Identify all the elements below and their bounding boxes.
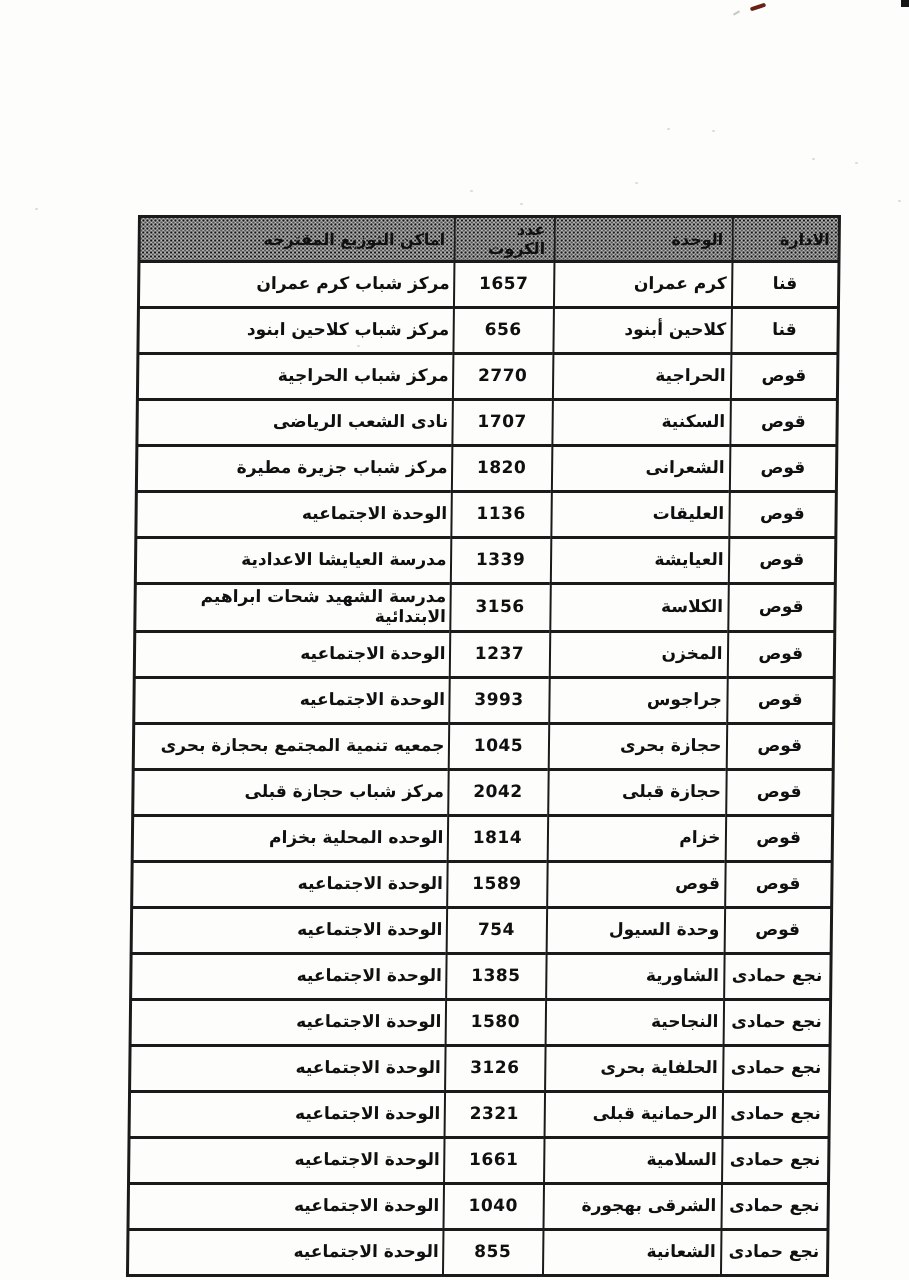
table-row — [134, 631, 835, 677]
header-count: عدد الكروت — [454, 217, 555, 262]
table-row — [129, 1137, 830, 1183]
cell-count: 1580 — [445, 999, 546, 1045]
cell-admin: قوص — [725, 815, 833, 861]
cell-places: مركز شباب حجازة قبلى — [133, 769, 449, 815]
cell-count: 1045 — [448, 723, 549, 769]
cell-places: مدرسة الشهيد شحات ابراهيم الابتدائية — [135, 584, 451, 632]
table-row — [128, 1183, 829, 1229]
cell-unit: الشاورية — [546, 953, 725, 999]
cell-admin: قوص — [729, 492, 837, 538]
cell-count: 3156 — [450, 584, 551, 632]
table-row — [135, 584, 836, 632]
cell-admin: قوص — [730, 354, 838, 400]
card-distribution-table — [126, 215, 838, 1277]
cell-places: الوحده المحلية بخزام — [132, 815, 448, 861]
cell-places: مركز شباب جزيرة مطيرة — [136, 446, 452, 492]
table-row — [136, 492, 837, 538]
table-row — [137, 354, 838, 400]
cell-places: الوحدة الاجتماعيه — [130, 999, 446, 1045]
cell-unit: الشعرانى — [551, 446, 730, 492]
cell-admin: قنا — [731, 262, 839, 308]
cell-unit: الحراجية — [552, 354, 731, 400]
scan-speck — [855, 162, 858, 164]
cell-count: 754 — [446, 907, 547, 953]
cell-places: الوحدة الاجتماعيه — [129, 1091, 445, 1137]
header-unit: الوحدة — [554, 217, 733, 262]
table-body — [127, 262, 839, 1276]
scan-speck — [35, 208, 38, 210]
scan-speck — [635, 182, 638, 184]
table-row — [130, 999, 831, 1045]
cell-admin: نجع حمادى — [721, 1183, 829, 1229]
table-row — [133, 723, 834, 769]
cell-admin: قوص — [729, 446, 837, 492]
data-table — [126, 215, 841, 1277]
cell-places: مركز شباب كلاحين ابنود — [138, 308, 454, 354]
table-row — [131, 907, 832, 953]
cell-count: 1661 — [444, 1137, 545, 1183]
cell-places: الوحدة الاجتماعيه — [128, 1183, 444, 1229]
cell-unit: حجازة قبلى — [548, 769, 727, 815]
cell-places: الوحدة الاجتماعيه — [136, 492, 452, 538]
cell-count: 2042 — [448, 769, 549, 815]
pen-mark-tail — [733, 10, 740, 15]
cell-places: مدرسة العيايشا الاعدادية — [135, 538, 451, 584]
cell-unit: السكنية — [552, 400, 731, 446]
cell-admin: قوص — [724, 907, 832, 953]
table-row — [132, 815, 833, 861]
cell-admin: نجع حمادى — [723, 1045, 831, 1091]
cell-unit: الكلاسة — [550, 584, 729, 632]
cell-admin: قوص — [726, 769, 834, 815]
cell-unit: العليقات — [551, 492, 730, 538]
cell-places: جمعيه تنمية المجتمع بحجازة بحرى — [133, 723, 449, 769]
cell-unit: الشرقى بهجورة — [543, 1183, 722, 1229]
cell-admin: نجع حمادى — [722, 1091, 830, 1137]
cell-admin: قوص — [726, 723, 834, 769]
table-row — [136, 446, 837, 492]
cell-admin: قوص — [730, 400, 838, 446]
cell-admin: نجع حمادى — [722, 1137, 830, 1183]
table-row — [138, 308, 839, 354]
table-row — [138, 262, 839, 308]
cell-places: مركز شباب الحراجية — [137, 354, 453, 400]
cell-count: 1814 — [447, 815, 548, 861]
scan-speck — [898, 200, 901, 202]
cell-places: مركز شباب كرم عمران — [138, 262, 454, 308]
cell-unit: العيايشة — [550, 538, 729, 584]
cell-count: 1237 — [449, 631, 550, 677]
cell-admin: نجع حمادى — [724, 953, 832, 999]
cell-unit: جراجوس — [549, 677, 728, 723]
cell-places: نادى الشعب الرياضى — [137, 400, 453, 446]
cell-unit: الحلفاية بحرى — [545, 1045, 724, 1091]
cell-admin: قنا — [731, 308, 839, 354]
table-row — [137, 400, 838, 446]
cell-places: الوحدة الاجتماعيه — [127, 1229, 443, 1275]
cell-count: 1339 — [450, 538, 551, 584]
table-row — [132, 861, 833, 907]
cell-count: 2770 — [452, 354, 553, 400]
cell-count: 1657 — [453, 262, 554, 308]
cell-admin: نجع حمادى — [720, 1229, 828, 1275]
cell-unit: كلاحين أبنود — [553, 308, 732, 354]
cell-count: 2321 — [444, 1091, 545, 1137]
cell-places: الوحدة الاجتماعيه — [131, 953, 447, 999]
cell-unit: السلامية — [544, 1137, 723, 1183]
cell-places: الوحدة الاجتماعيه — [132, 861, 448, 907]
cell-count: 3126 — [445, 1045, 546, 1091]
cell-unit: المخزن — [549, 631, 728, 677]
cell-unit: حجازة بحرى — [548, 723, 727, 769]
cell-unit: الشعانية — [542, 1229, 721, 1275]
red-pen-mark — [750, 3, 766, 12]
table-row — [133, 769, 834, 815]
cell-unit: قوص — [547, 861, 726, 907]
table-row — [135, 538, 836, 584]
cell-unit: الرحمانية قبلى — [544, 1091, 723, 1137]
cell-unit: وحدة السيول — [546, 907, 725, 953]
cell-admin: قوص — [727, 677, 835, 723]
cell-count: 1589 — [447, 861, 548, 907]
cell-unit: كرم عمران — [553, 262, 732, 308]
cell-count: 1136 — [451, 492, 552, 538]
cell-admin: قوص — [725, 861, 833, 907]
scan-speck — [712, 130, 715, 132]
table-row — [131, 953, 832, 999]
header-row — [139, 217, 840, 262]
cell-places: الوحدة الاجتماعيه — [131, 907, 447, 953]
cell-count: 855 — [442, 1229, 543, 1275]
scan-speck — [667, 128, 670, 130]
cell-unit: النجاحية — [545, 999, 724, 1045]
cell-admin: نجع حمادى — [723, 999, 831, 1045]
cell-places: الوحدة الاجتماعيه — [130, 1045, 446, 1091]
cell-count: 3993 — [449, 677, 550, 723]
scan-speck — [520, 203, 523, 205]
cell-admin: قوص — [727, 631, 835, 677]
cell-places: الوحدة الاجتماعيه — [134, 631, 450, 677]
header-admin: الادارة — [732, 217, 840, 262]
table-row — [127, 1229, 828, 1275]
cell-admin: قوص — [728, 584, 836, 632]
scan-corner-mark — [901, 0, 909, 7]
cell-admin: قوص — [728, 538, 836, 584]
cell-places: الوحدة الاجتماعيه — [134, 677, 450, 723]
header-places: اماكن التوزيع المقترحه — [139, 217, 455, 262]
cell-count: 1707 — [452, 400, 553, 446]
cell-places: الوحدة الاجتماعيه — [129, 1137, 445, 1183]
cell-count: 656 — [453, 308, 554, 354]
cell-count: 1040 — [443, 1183, 544, 1229]
scan-speck — [812, 158, 815, 160]
scan-speck — [470, 190, 473, 192]
cell-count: 1820 — [451, 446, 552, 492]
table-row — [134, 677, 835, 723]
cell-unit: خزام — [547, 815, 726, 861]
table-row — [129, 1091, 830, 1137]
cell-count: 1385 — [446, 953, 547, 999]
table-row — [130, 1045, 831, 1091]
